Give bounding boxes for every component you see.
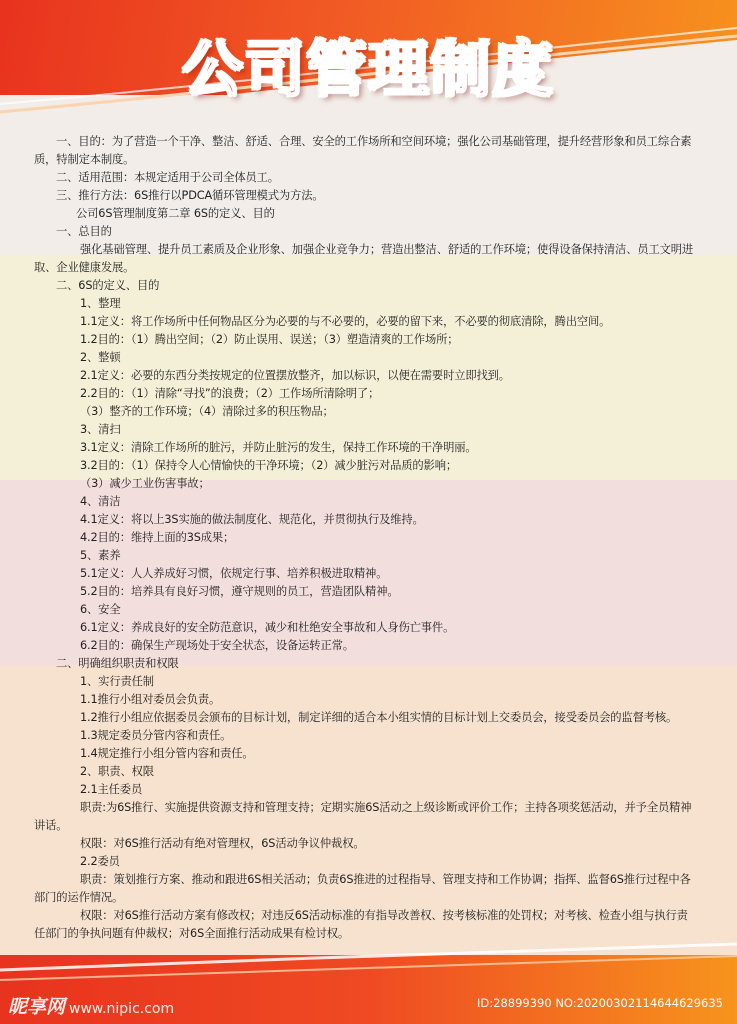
text-line: 1.2目的：（1）腾出空间；（2）防止误用、误送；（3）塑造清爽的工作场所； — [80, 333, 459, 346]
text-line: 2.1主任委员 — [80, 783, 143, 796]
text-line: 一、总目的 — [56, 225, 112, 238]
text-line: 任部门的争执问题有仲裁权；对6S全面推行活动成果有检讨权。 — [34, 927, 350, 940]
text-line: 职责:为6S推行、实施提供资源支持和管理支持；定期实施6S活动之上级诊断或评价工作；主持各项奖惩活动，并予全员精神 — [80, 801, 692, 814]
text-line: 5.1定义：人人养成好习惯，依规定行事、培养积极进取精神。 — [80, 567, 388, 580]
watermark-url: www.nipic.com — [69, 1001, 175, 1017]
text-line: 3.1定义：清除工作场所的脏污，并防止脏污的发生，保持工作环境的干净明丽。 — [80, 441, 477, 454]
text-line: 职责：策划推行方案、推动和跟进6S相关活动；负责6S推进的过程指导、管理支持和工作协调；指挥、监督6S推行过程中各 — [80, 873, 691, 886]
text-line: 2.2委员 — [80, 855, 120, 868]
text-line: 1.1推行小组对委员会负责。 — [80, 693, 221, 706]
text-line: 5.2目的：培养具有良好习惯，遵守规则的员工，营造团队精神。 — [80, 585, 399, 598]
text-line: （3）整齐的工作环境；（4）清除过多的积压物品； — [80, 405, 334, 418]
text-line: 质，特制定本制度。 — [34, 153, 135, 166]
text-line: 取、企业健康发展。 — [34, 261, 135, 274]
text-line: 4、清洁 — [80, 495, 121, 508]
text-line: 二、适用范围：本规定适用于公司全体员工。 — [56, 171, 279, 184]
text-line: 6、安全 — [80, 603, 121, 616]
text-line: 2、整顿 — [80, 351, 121, 364]
text-line: 1、整理 — [80, 297, 121, 310]
text-line: 2、职责、权限 — [80, 765, 154, 778]
text-line: 权限：对6S推行活动方案有修改权；对违反6S活动标准的有指导改善权、按考核标准的处罚权；对考核、检查小组与执行责 — [80, 909, 688, 922]
text-line: 4.2目的：维持上面的3S成果； — [80, 531, 235, 544]
image-id-text: ID:28899390 NO:20200302114644629635 — [477, 996, 723, 1010]
text-line: 二、明确组织职责和权限 — [56, 657, 179, 670]
text-line: 公司6S管理制度第二章 6S的定义、目的 — [76, 207, 275, 220]
text-line: 权限：对6S推行活动有绝对管理权，6S活动争议仲裁权。 — [80, 837, 365, 850]
text-line: 4.1定义：将以上3S实施的做法制度化、规范化，并贯彻执行及维持。 — [80, 513, 424, 526]
text-line: 讲话。 — [34, 819, 68, 832]
text-line: 6.2目的：确保生产现场处于安全状态，设备运转正常。 — [80, 639, 354, 652]
text-line: 部门的运作情况。 — [34, 891, 124, 904]
text-line: 3.2目的：（1）保持令人心情愉快的干净环境；（2）减少脏污对品质的影响； — [80, 459, 457, 472]
text-line: 二、6S的定义、目的 — [56, 279, 160, 292]
text-line: 5、素养 — [80, 549, 121, 562]
text-line: 强化基础管理、提升员工素质及企业形象、加强企业竞争力；营造出整洁、舒适的工作环境；使得设备保持清洁、员工文明进 — [80, 243, 694, 256]
text-line: 三、推行方法：6S推行以PDCA循环管理模式为方法。 — [56, 189, 324, 202]
text-line: 1.2推行小组应依据委员会颁布的目标计划，制定详细的适合本小组实情的目标计划上交委员会，接受委员会的监督考核。 — [80, 711, 678, 724]
text-line: 6.1定义：养成良好的安全防范意识，减少和杜绝安全事故和人身伤亡事件。 — [80, 621, 455, 634]
text-line: （3）减少工业伤害事故； — [80, 477, 210, 490]
text-line: 2.1定义：必要的东西分类按规定的位置摆放整齐，加以标识，以便在需要时立即找到。 — [80, 369, 510, 382]
text-line: 一、目的：为了营造一个干净、整洁、舒适、合理、安全的工作场所和空间环境；强化公司基础管理，提升经营形象和员工综合素 — [56, 135, 692, 148]
policy-content — [34, 133, 706, 943]
text-line: 2.2目的：（1）清除“寻找”的浪费；（2）工作场所清除明了； — [80, 387, 380, 400]
text-line: 1.1定义：将工作场所中任何物品区分为必要的与不必要的，必要的留下来，不必要的彻底清除，腾出空间。 — [80, 315, 611, 328]
page-title: 公司管理制度 — [182, 35, 555, 105]
text-line: 1.3规定委员分管内容和责任。 — [80, 729, 232, 742]
text-line: 1.4规定推行小组分管内容和责任。 — [80, 747, 254, 760]
watermark-brand: 昵享网 — [8, 996, 66, 1018]
text-line: 3、清扫 — [80, 423, 121, 436]
watermark-logo — [8, 992, 174, 1019]
text-line: 1、实行责任制 — [80, 675, 154, 688]
